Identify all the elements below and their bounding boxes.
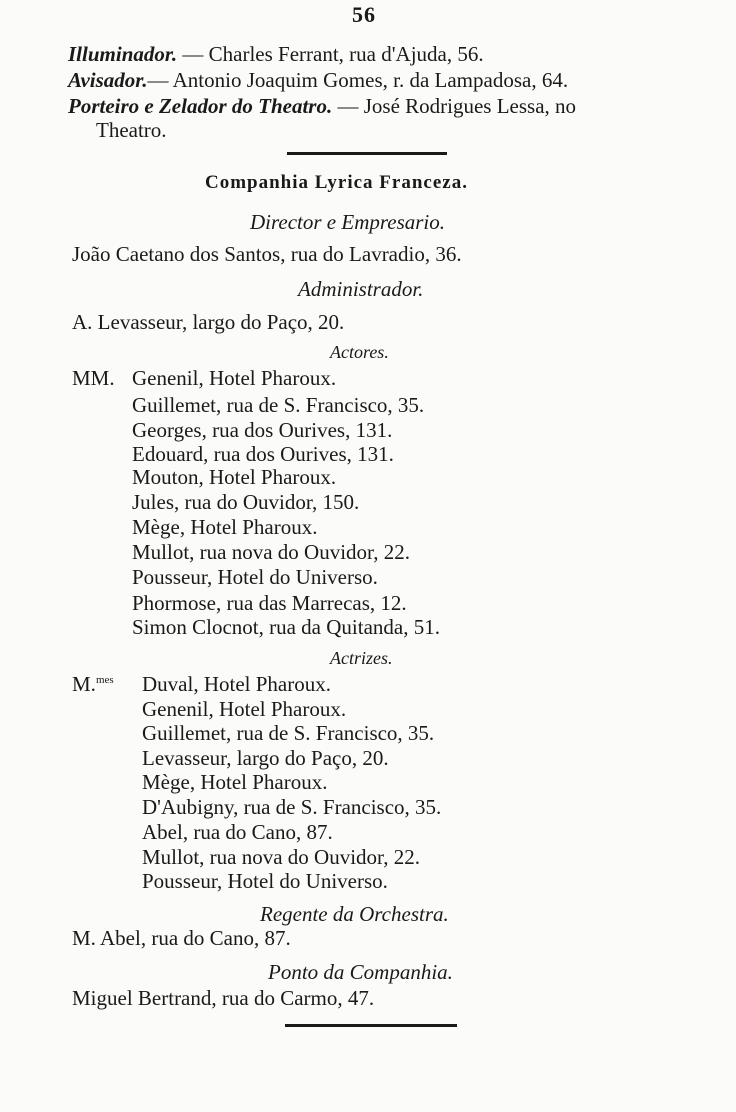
list-item: Genenil, Hotel Pharoux. <box>132 366 337 390</box>
staff-line-illuminador <box>68 42 484 67</box>
list-item: D'Aubigny, rua de S. Francisco, 35. <box>142 795 442 819</box>
staff-line-avisador <box>68 68 568 93</box>
list-item: Pousseur, Hotel do Universo. <box>132 565 378 589</box>
list-item: Levasseur, largo do Paço, 20. <box>142 746 389 770</box>
prompter-entry: Miguel Bertrand, rua do Carmo, 47. <box>72 986 375 1010</box>
list-item: Genenil, Hotel Pharoux. <box>142 697 347 721</box>
actors-prefix: MM. <box>72 366 115 390</box>
actresses-prefix <box>72 672 114 697</box>
section-heading-prompter: Ponto da Companhia. <box>268 960 453 984</box>
section-heading-conductor: Regente da Orchestra. <box>260 902 449 926</box>
list-item: Edouard, rua dos Ourives, 131. <box>132 442 394 466</box>
administrator-entry: A. Levasseur, largo do Paço, 20. <box>72 310 345 334</box>
list-item: Pousseur, Hotel do Universo. <box>142 869 388 893</box>
section-heading-director: Director e Empresario. <box>250 210 445 234</box>
role-label: Illuminador. <box>68 42 178 66</box>
list-item: Mullot, rua nova do Ouvidor, 22. <box>132 540 410 564</box>
director-entry: João Caetano dos Santos, rua do Lavradio, 36. <box>72 242 462 266</box>
company-title: Companhia Lyrica Franceza. <box>205 172 468 193</box>
prefix-text: M. <box>72 672 96 696</box>
list-item: Mège, Hotel Pharoux. <box>142 770 328 794</box>
list-item: Abel, rua do Cano, 87. <box>142 820 333 844</box>
staff-entry: — Antonio Joaquim Gomes, r. da Lampadosa, 64. <box>147 68 569 92</box>
list-item: Mullot, rua nova do Ouvidor, 22. <box>142 845 420 869</box>
list-item: Mouton, Hotel Pharoux. <box>132 465 337 489</box>
staff-entry: — José Rodrigues Lessa, no <box>332 94 577 118</box>
conductor-entry: M. Abel, rua do Cano, 87. <box>72 926 291 950</box>
list-item: Georges, rua dos Ourives, 131. <box>132 418 393 442</box>
list-item: Guillemet, rua de S. Francisco, 35. <box>132 393 425 417</box>
prefix-superscript: mes <box>95 674 114 686</box>
section-heading-administrator: Administrador. <box>298 277 424 301</box>
staff-line-continuation: Theatro. <box>96 118 167 142</box>
list-item: Jules, rua do Ouvidor, 150. <box>132 490 360 514</box>
role-label: Avisador. <box>68 68 148 92</box>
divider-rule-bottom <box>285 1024 457 1027</box>
list-item: Guillemet, rua de S. Francisco, 35. <box>142 721 435 745</box>
divider-rule <box>287 152 447 155</box>
page-number: 56 <box>352 2 376 27</box>
staff-entry: — Charles Ferrant, rua d'Ajuda, 56. <box>177 42 484 66</box>
list-item: Duval, Hotel Pharoux. <box>142 672 331 696</box>
staff-line-porteiro <box>68 94 576 119</box>
section-heading-actresses: Actrizes. <box>330 648 393 668</box>
role-label: Porteiro e Zelador do Theatro. <box>68 94 333 118</box>
list-item: Mège, Hotel Pharoux. <box>132 515 318 539</box>
section-heading-actors: Actores. <box>330 342 389 362</box>
list-item: Simon Clocnot, rua da Quitanda, 51. <box>132 615 440 639</box>
list-item: Phormose, rua das Marrecas, 12. <box>132 591 407 615</box>
